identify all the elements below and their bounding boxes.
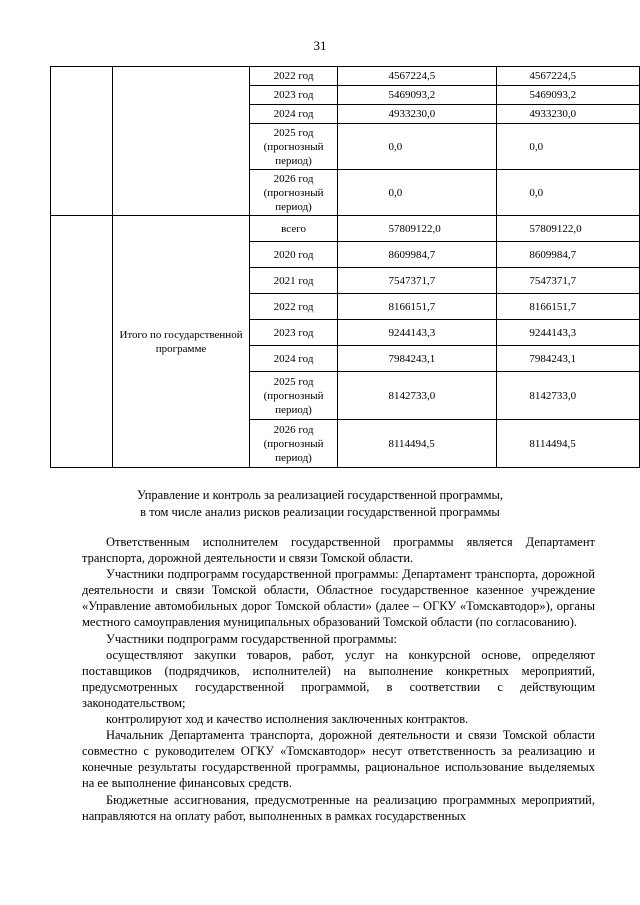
period-cell: 2023 год [249, 86, 338, 105]
value-cell: 4933230,0 [338, 105, 497, 124]
paragraph: Бюджетные ассигнования, предусмотренные на реализацию программных мероприятий, направляются на оплату работ, выполненных в рамках государственных [82, 792, 595, 823]
value-cell: 0,0 [497, 170, 640, 216]
period-cell: 2024 год [249, 105, 338, 124]
value-cell: 7984243,1 [338, 346, 497, 372]
value-cell: 4567224,5 [338, 67, 497, 86]
period-cell: 2025 год (прогнозный период) [249, 124, 338, 170]
section-heading [0, 487, 640, 521]
paragraph: Участники подпрограмм государственной программы: [106, 631, 397, 646]
value-cell: 8166151,7 [338, 294, 497, 320]
paragraph: Начальник Департамента транспорта, дорожной деятельности и связи Томской области совместно с руководителем ОГКУ «Томскавтодор» несут ответственность за реализацию и конечные результаты государственной программы, рациональное использование выделяемых на ее выполнение финансовых средств. [82, 728, 595, 791]
value-cell: 57809122,0 [497, 216, 640, 242]
value-cell: 8142733,0 [497, 372, 640, 420]
table-row [51, 67, 640, 86]
value-cell: 0,0 [338, 170, 497, 216]
section-heading-line: в том числе анализ рисков реализации государственной программы [140, 505, 500, 519]
period-cell: 2023 год [249, 320, 338, 346]
value-cell: 9244143,3 [497, 320, 640, 346]
value-cell: 9244143,3 [338, 320, 497, 346]
value-cell: 4933230,0 [497, 105, 640, 124]
value-cell: 8114494,5 [338, 420, 497, 468]
period-cell: 2024 год [249, 346, 338, 372]
value-cell: 7984243,1 [497, 346, 640, 372]
value-cell: 57809122,0 [338, 216, 497, 242]
period-cell: 2025 год (прогнозный период) [249, 372, 338, 420]
period-cell: 2026 год (прогнозный период) [249, 170, 338, 216]
period-cell: всего [249, 216, 338, 242]
value-cell: 7547371,7 [497, 268, 640, 294]
value-cell: 0,0 [497, 124, 640, 170]
page-number: 31 [313, 38, 327, 53]
program-total-label: Итого по государственной программе [113, 216, 249, 468]
period-cell: 2026 год (прогнозный период) [249, 420, 338, 468]
period-cell: 2022 год [249, 294, 338, 320]
body-text [82, 534, 595, 824]
period-cell: 2020 год [249, 242, 338, 268]
value-cell: 5469093,2 [338, 86, 497, 105]
paragraph: контролируют ход и качество исполнения заключенных контрактов. [106, 712, 469, 727]
paragraph: Ответственным исполнителем государственной программы является Департамент транспорта, дорожной деятельности и связи Томской области. [82, 535, 595, 566]
section-heading-line: Управление и контроль за реализацией государственной программы, [136, 488, 504, 502]
empty-cell [51, 67, 113, 216]
budget-table [50, 66, 640, 468]
value-cell: 0,0 [338, 124, 497, 170]
value-cell: 4567224,5 [497, 67, 640, 86]
value-cell: 7547371,7 [338, 268, 497, 294]
empty-cell [51, 216, 113, 468]
value-cell: 8609984,7 [497, 242, 640, 268]
value-cell: 8166151,7 [497, 294, 640, 320]
period-cell: 2022 год [249, 67, 338, 86]
empty-cell [113, 67, 249, 216]
paragraph: осуществляют закупки товаров, работ, услуг на конкурсной основе, определяют поставщиков (подрядчиков, исполнителей) на выполнение конкретных мероприятий, предусмотренных государственной программой, в соответствии с действующим законодательством; [82, 647, 595, 710]
table-row [51, 216, 640, 242]
paragraph: Участники подпрограмм государственной программы: Департамент транспорта, дорожной деятельности и связи Томской области, Областное государственное казенное учреждение «Управление автомобильных дорог Томской области» (далее – ОГКУ «Томскавтодор»), органы местного самоуправления муниципальных образований Томской области (по согласованию). [82, 567, 595, 630]
value-cell: 8142733,0 [338, 372, 497, 420]
period-cell: 2021 год [249, 268, 338, 294]
value-cell: 5469093,2 [497, 86, 640, 105]
value-cell: 8114494,5 [497, 420, 640, 468]
value-cell: 8609984,7 [338, 242, 497, 268]
